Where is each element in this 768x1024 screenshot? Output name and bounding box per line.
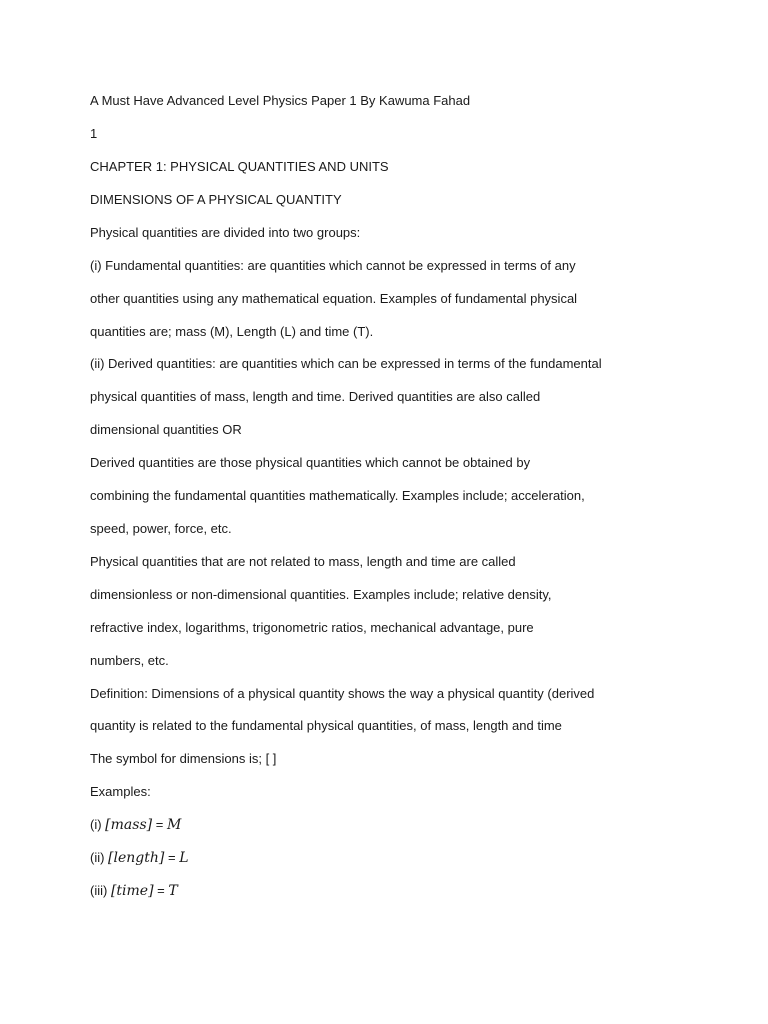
example-quantity: mass [110, 817, 147, 833]
text-line: (ii) Derived quantities: are quantities which can be expressed in terms of the fundamental [90, 356, 602, 371]
equals-sign: = [152, 817, 167, 832]
example-prefix: (ii) [90, 850, 109, 865]
example-quantity: time [116, 883, 149, 899]
bracket-open: [ [108, 850, 114, 866]
text-line: speed, power, force, etc. [90, 521, 232, 536]
text-line: combining the fundamental quantities mathematically. Examples include; acceleration, [90, 488, 585, 503]
text-line: (i) Fundamental quantities: are quantities which cannot be expressed in terms of any [90, 258, 576, 273]
example-time [90, 882, 178, 900]
example-symbol: M [166, 817, 182, 833]
text-line: numbers, etc. [90, 653, 169, 668]
text-line: quantity is related to the fundamental physical quantities, of mass, length and time [90, 718, 562, 733]
example-prefix: (iii) [90, 883, 111, 898]
example-quantity: length [113, 850, 159, 866]
chapter-title: CHAPTER 1: PHYSICAL QUANTITIES AND UNITS [90, 159, 389, 174]
example-mass [90, 816, 181, 834]
document-header: A Must Have Advanced Level Physics Paper 1 By Kawuma Fahad [90, 93, 471, 108]
examples-heading: Examples: [90, 784, 151, 799]
example-symbol: L [179, 850, 189, 866]
equals-sign: = [153, 883, 169, 898]
example-symbol: T [168, 883, 178, 899]
text-line: quantities are; mass (M), Length (L) and time (T). [90, 324, 374, 339]
equals-sign: = [164, 850, 180, 865]
text-line: dimensional quantities OR [90, 422, 242, 437]
text-line: dimensionless or non-dimensional quantities. Examples include; relative density, [90, 587, 552, 602]
example-length [90, 849, 189, 867]
text-line: refractive index, logarithms, trigonometric ratios, mechanical advantage, pure [90, 620, 534, 635]
page-number: 1 [90, 126, 98, 141]
bracket-close: ] [146, 817, 153, 833]
bracket-open: [ [105, 817, 111, 833]
text-line: physical quantities of mass, length and time. Derived quantities are also called [90, 389, 541, 404]
bracket-open: [ [110, 883, 117, 899]
text-line: Physical quantities are divided into two groups: [90, 225, 361, 240]
text-line: Derived quantities are those physical quantities which cannot be obtained by [90, 455, 531, 470]
text-line: other quantities using any mathematical equation. Examples of fundamental physical [90, 291, 578, 306]
text-line: The symbol for dimensions is; [ ] [90, 751, 277, 766]
section-title: DIMENSIONS OF A PHYSICAL QUANTITY [90, 192, 342, 207]
text-line: Physical quantities that are not related to mass, length and time are called [90, 554, 516, 569]
text-line: Definition: Dimensions of a physical quantity shows the way a physical quantity (derived [90, 686, 595, 701]
bracket-close: ] [158, 850, 165, 866]
example-prefix: (i) [90, 817, 106, 832]
bracket-close: ] [148, 883, 154, 899]
